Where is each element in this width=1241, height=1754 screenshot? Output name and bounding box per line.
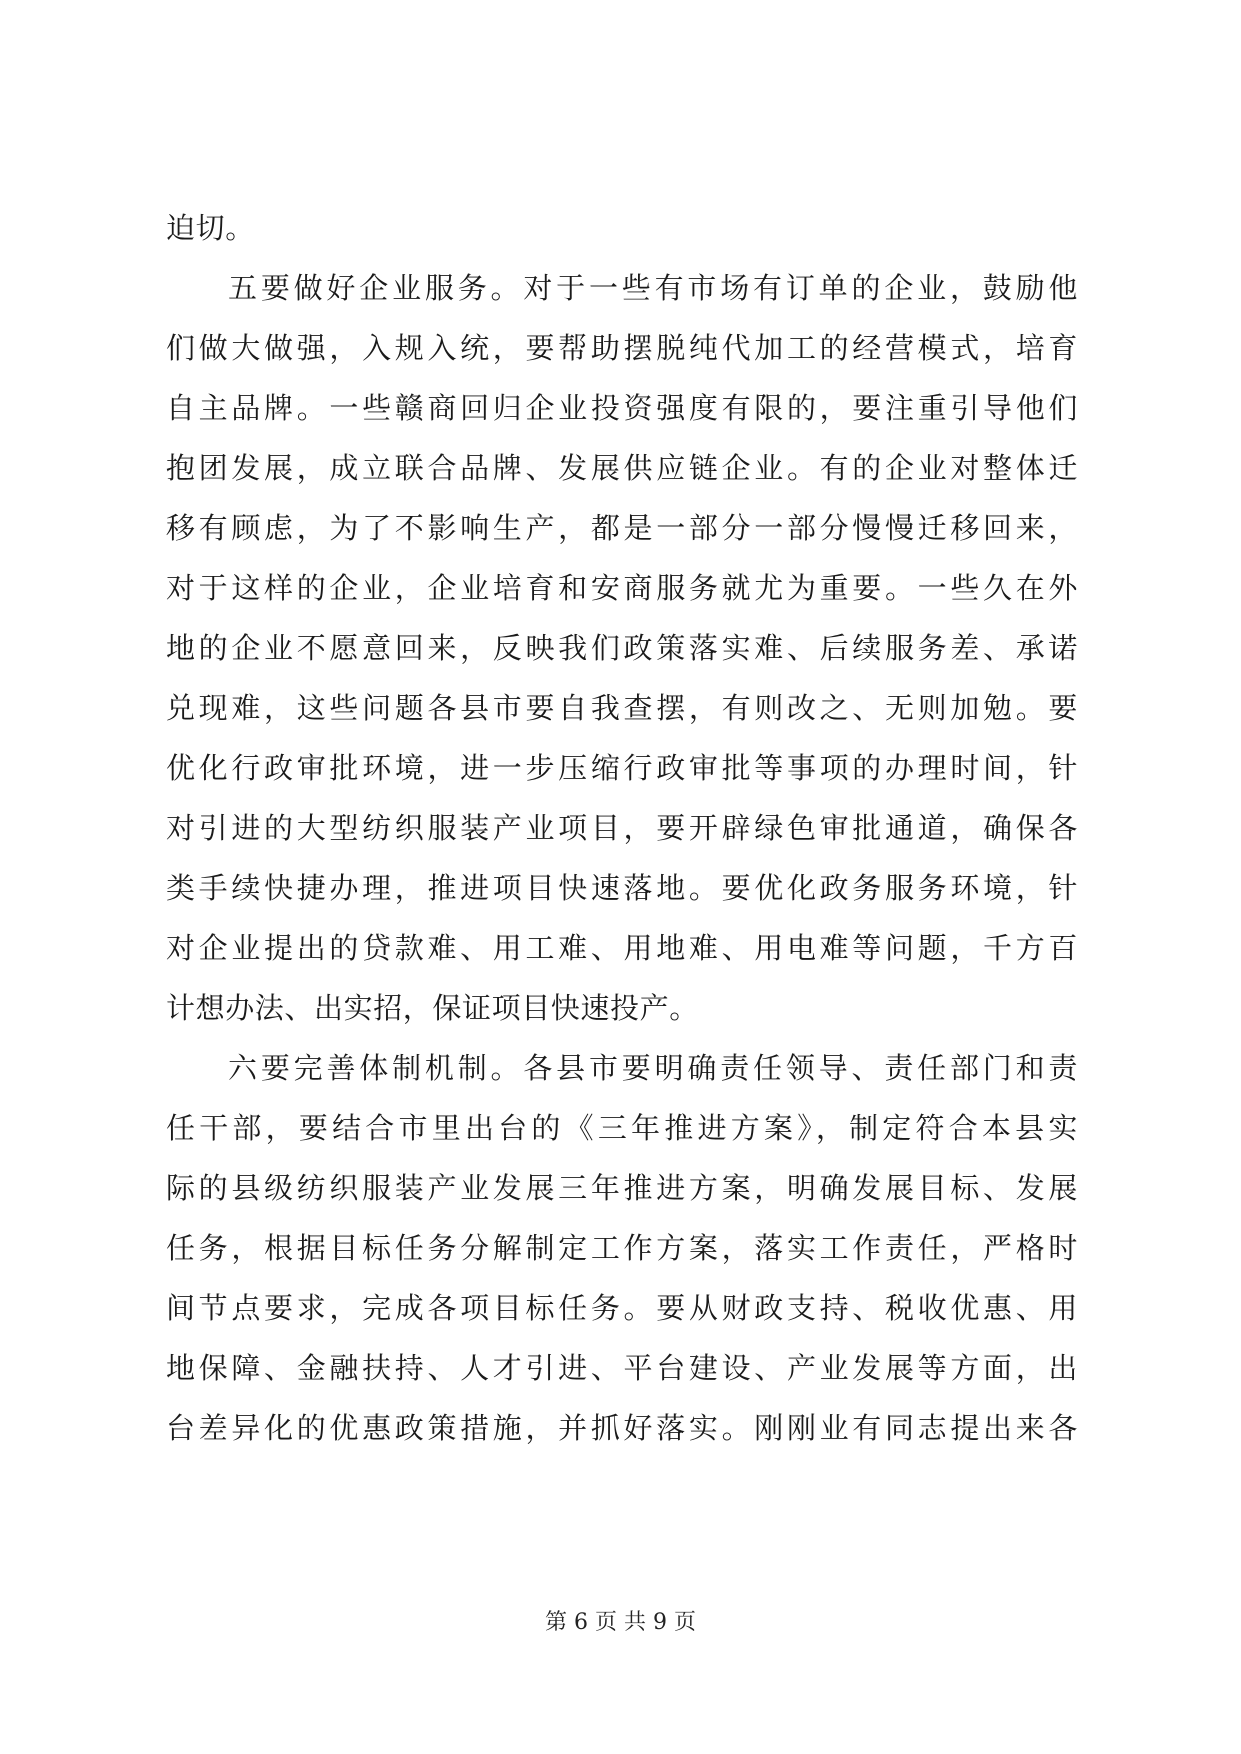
text-line: 自主品牌。一些赣商回归企业投资强度有限的，要注重引导他们 — [166, 391, 1078, 425]
text-line: 对企业提出的贷款难、用工难、用地难、用电难等问题，千方百 — [166, 931, 1078, 965]
text-line: 们做大做强，入规入统，要帮助摆脱纯代加工的经营模式，培育 — [166, 331, 1078, 365]
text-line: 对引进的大型纺织服装产业项目，要开辟绿色审批通道，确保各 — [166, 811, 1078, 845]
text-line: 任务，根据目标任务分解制定工作方案，落实工作责任，严格时 — [166, 1231, 1078, 1265]
body-text — [166, 198, 1078, 1458]
text-line: 优化行政审批环境，进一步压缩行政审批等事项的办理时间，针 — [166, 751, 1078, 785]
text-line: 类手续快捷办理，推进项目快速落地。要优化政务服务环境，针 — [166, 871, 1078, 905]
text-line: 台差异化的优惠政策措施，并抓好落实。刚刚业有同志提出来各 — [166, 1411, 1078, 1445]
text-line: 地保障、金融扶持、人才引进、平台建设、产业发展等方面，出 — [166, 1351, 1078, 1385]
text-line: 五要做好企业服务。对于一些有市场有订单的企业，鼓励他 — [228, 271, 1078, 305]
text-line: 兑现难，这些问题各县市要自我查摆，有则改之、无则加勉。要 — [166, 691, 1078, 725]
text-line: 迫切。 — [166, 211, 255, 245]
text-line: 计想办法、出实招，保证项目快速投产。 — [166, 991, 699, 1025]
text-line: 对于这样的企业，企业培育和安商服务就尤为重要。一些久在外 — [166, 571, 1078, 605]
text-line: 六要完善体制机制。各县市要明确责任领导、责任部门和责 — [228, 1051, 1078, 1085]
text-line: 地的企业不愿意回来，反映我们政策落实难、后续服务差、承诺 — [166, 631, 1078, 665]
text-line: 任干部，要结合市里出台的《三年推进方案》，制定符合本县实 — [166, 1111, 1078, 1145]
text-line: 际的县级纺织服装产业发展三年推进方案，明确发展目标、发展 — [166, 1171, 1078, 1205]
text-line: 间节点要求，完成各项目标任务。要从财政支持、税收优惠、用 — [166, 1291, 1078, 1325]
page-footer: 第 6 页 共 9 页 — [545, 1610, 696, 1635]
text-line: 抱团发展，成立联合品牌、发展供应链企业。有的企业对整体迁 — [166, 451, 1078, 485]
text-line: 移有顾虑，为了不影响生产，都是一部分一部分慢慢迁移回来， — [166, 511, 1078, 545]
